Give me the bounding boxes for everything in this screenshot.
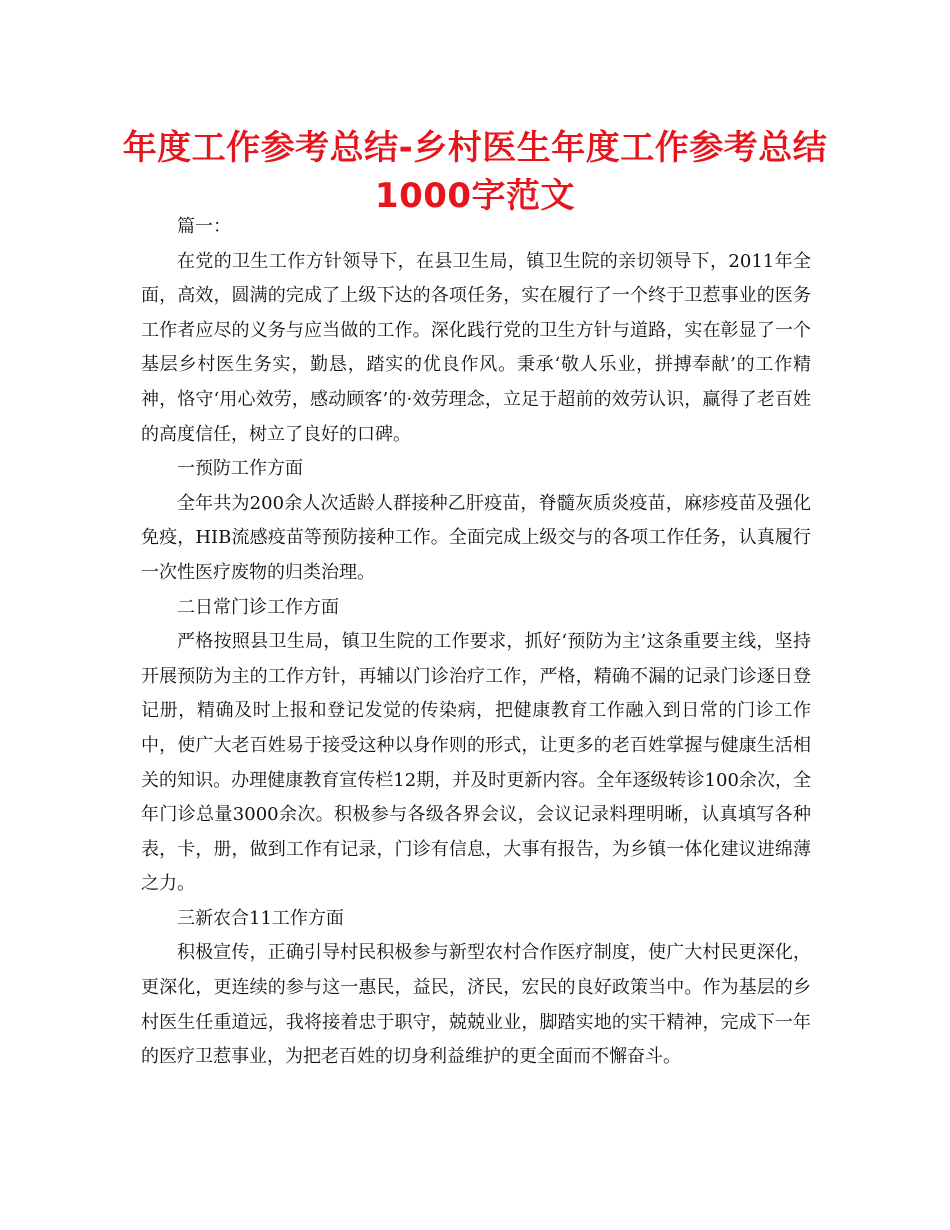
paragraph: 在党的卫生工作方针领导下，在县卫生局，镇卫生院的亲切领导下，2011年全面，高效，圆满的完成了上级下达的各项任务，实在履行了一个终于卫惹事业的医务工作者应尽的义务与应当做的工作。深化践行党的卫生方针与道路，实在彰显了一个基层乡村医生务实，勤恳，踏实的优良作风。秉承‘敬人乐业，拼搏奉献’的工作精神，恪守‘用心效劳，感动顾客’的·效劳理念，立足于超前的效劳认识，赢得了老百姓的高度信任，树立了良好的口碑。 (141, 250, 811, 445)
section-heading: 三新农合11工作方面 (177, 907, 344, 929)
document-title (0, 124, 950, 220)
section-heading: 二日常门诊工作方面 (177, 596, 339, 618)
section-heading: 一预防工作方面 (177, 458, 303, 480)
title-line-1: 年度工作参考总结-乡村医生年度工作参考总结 (122, 128, 828, 168)
section-label: 篇一： (177, 216, 231, 237)
paragraph: 严格按照县卫生局，镇卫生院的工作要求，抓好‘预防为主’这条重要主线，坚持开展预防为主的工作方针，再辅以门诊治疗工作，严格，精确不漏的记录门诊逐日登记册，精确及时上报和登记发觉的传染病，把健康教育工作融入到日常的门诊工作中，使广大老百姓易于接受这种以身作则的形式，让更多的老百姓掌握与健康生活相关的知识。办理健康教育宣传栏12期，并及时更新内容。全年逐级转诊100余次，全年门诊总量3000余次。积极参与各级各界会议，会议记录料理明晰，认真填写各种表，卡，册，做到工作有记录，门诊有信息，大事有报告，为乡镇一体化建议进绵薄之力。 (141, 631, 811, 895)
paragraph: 积极宣传，正确引导村民积极参与新型农村合作医疗制度，使广大村民更深化，更深化，更连续的参与这一惠民，益民，济民，宏民的良好政策当中。作为基层的乡村医生任重道远，我将接着忠于职守，兢兢业业，脚踏实地的实干精神，完成下一年的医疗卫惹事业，为把老百姓的切身利益维护的更全面而不懈奋斗。 (141, 942, 811, 1068)
document-body (141, 210, 811, 1075)
paragraph: 全年共为200余人次适龄人群接种乙肝疫苗，脊髓灰质炎疫苗，麻疹疫苗及强化免疫，HIB流感疫苗等预防接种工作。全面完成上级交与的各项工作任务，认真履行一次性医疗废物的归类治理。 (141, 492, 811, 583)
title-line-2: 1000字范文 (374, 176, 576, 216)
